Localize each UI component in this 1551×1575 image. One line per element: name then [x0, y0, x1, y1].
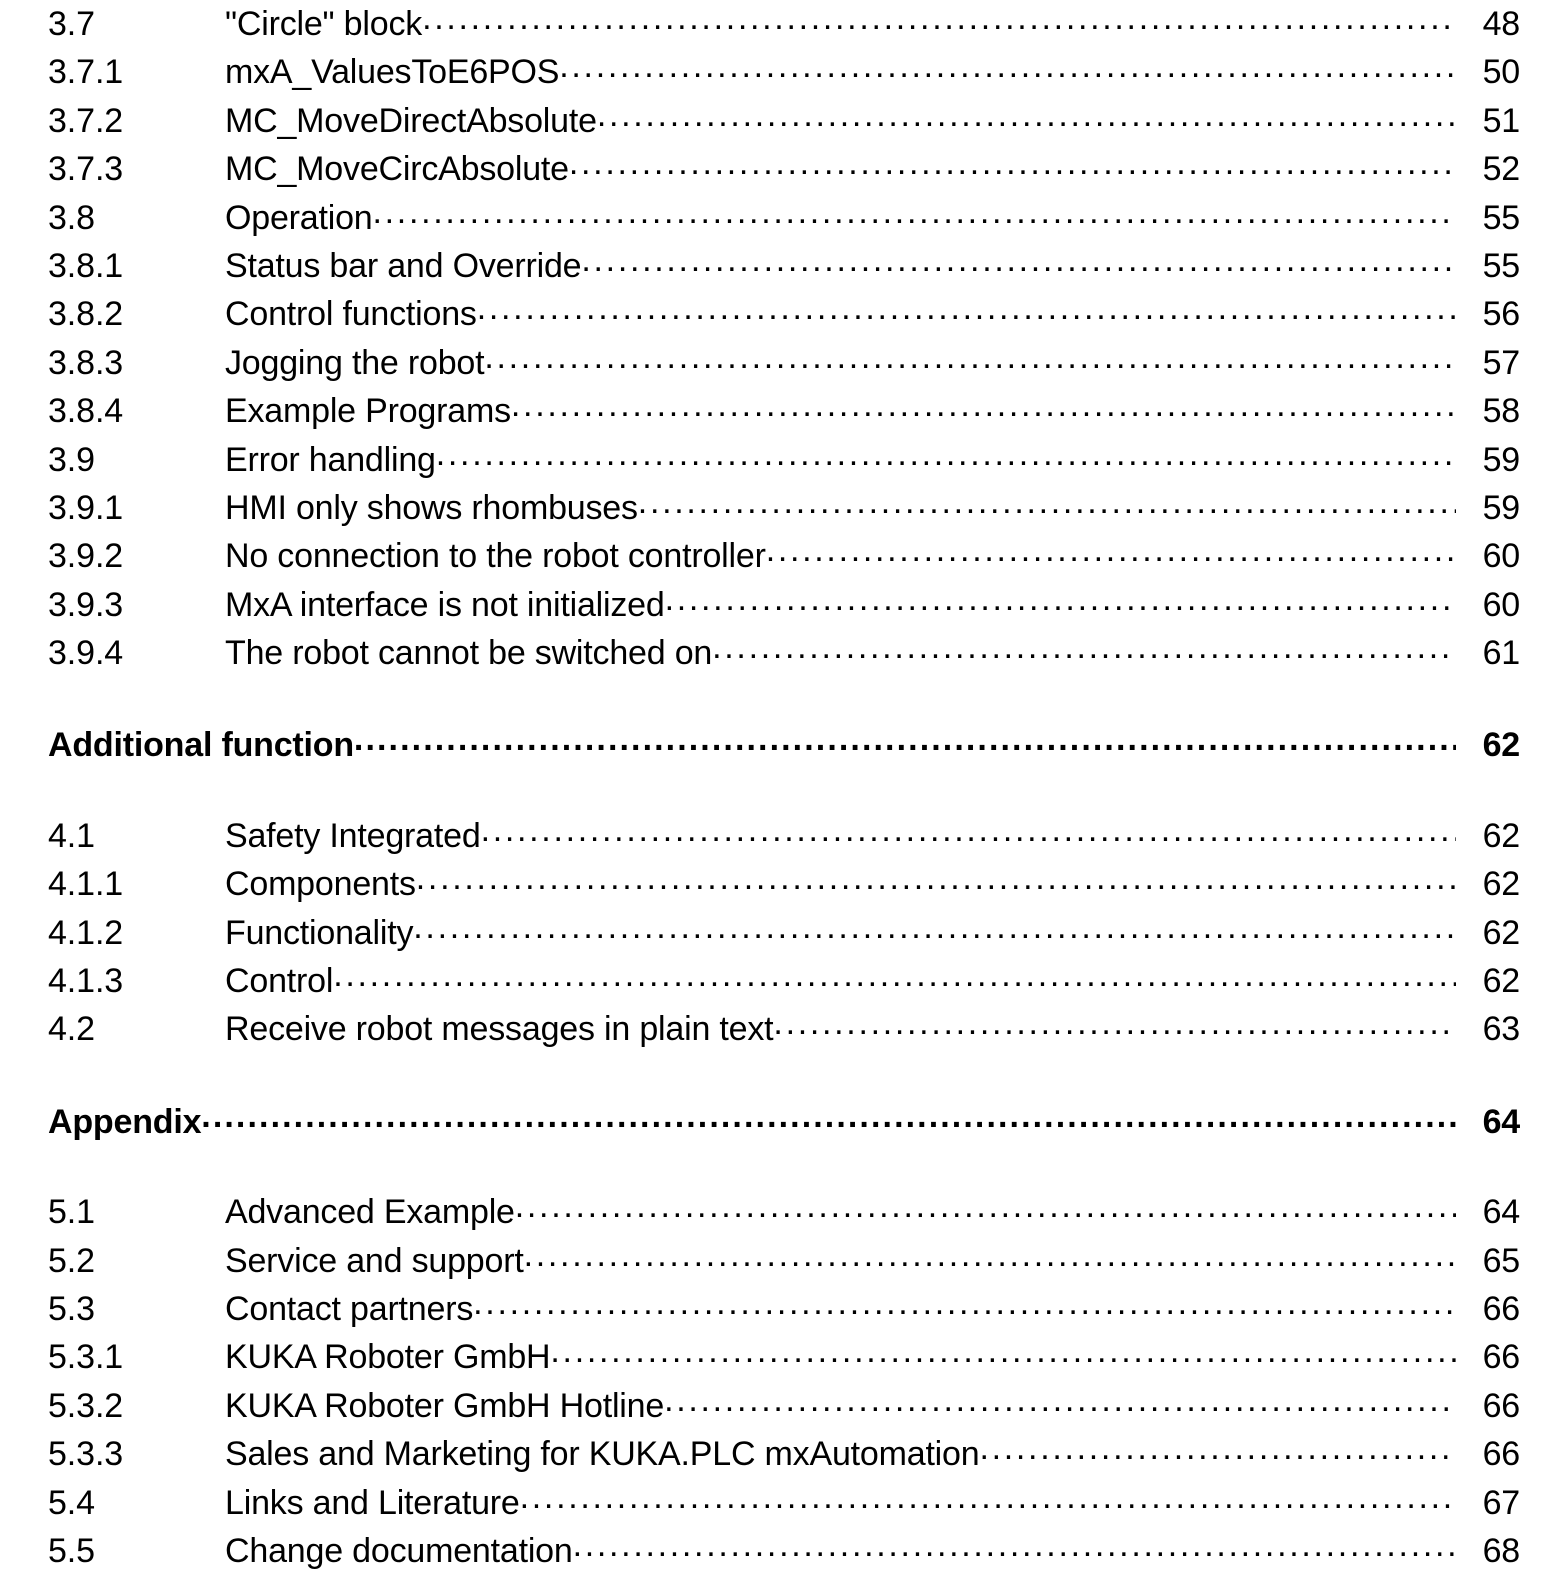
- toc-entry-title: Safety Integrated: [225, 816, 481, 855]
- toc-dot-leader: [712, 630, 1456, 664]
- toc-entry[interactable]: [48, 194, 1520, 242]
- toc-dot-leader: [436, 437, 1456, 471]
- toc-entry-page-number: 64: [1482, 1193, 1520, 1232]
- toc-entry-page-number: 55: [1482, 246, 1520, 285]
- toc-entry-title: Additional function: [48, 726, 354, 765]
- toc-dot-leader: [573, 1528, 1456, 1562]
- toc-entry-title: MxA interface is not initialized: [225, 585, 665, 624]
- toc-entry-title: MC_MoveCircAbsolute: [225, 150, 569, 189]
- toc-entry[interactable]: [48, 1237, 1520, 1285]
- toc-entry[interactable]: [48, 1005, 1520, 1053]
- toc-entry-title: Appendix: [48, 1102, 202, 1141]
- toc-entry-page-number: 62: [1482, 865, 1520, 904]
- toc-entry-page-number: 59: [1482, 488, 1520, 527]
- toc-entry-number: 5.4: [48, 1483, 95, 1522]
- toc-entry-number: 5.2: [48, 1241, 95, 1280]
- toc-entry[interactable]: [48, 290, 1520, 338]
- toc-chapter-heading[interactable]: [48, 1098, 1520, 1146]
- toc-entry-title: Functionality: [225, 913, 414, 952]
- toc-entry-title: Jogging the robot: [225, 343, 485, 382]
- toc-entry[interactable]: [48, 629, 1520, 677]
- toc-spacer: [0, 770, 1551, 812]
- toc-entry-page-number: 67: [1482, 1483, 1520, 1522]
- toc-chapter-heading[interactable]: [48, 721, 1520, 769]
- toc-entry-title: Links and Literature: [225, 1483, 520, 1522]
- toc-entry-page-number: 52: [1482, 150, 1520, 189]
- toc-dot-leader: [511, 388, 1456, 422]
- toc-entry-title: "Circle" block: [225, 5, 423, 43]
- toc-entry-page-number: 68: [1482, 1531, 1520, 1570]
- toc-spacer: [0, 1146, 1551, 1188]
- toc-entry-page-number: 64: [1482, 1102, 1520, 1141]
- toc-entry-number: 5.1: [48, 1193, 95, 1232]
- toc-entry-number: 5.3.2: [48, 1386, 124, 1425]
- toc-entry-title: Operation: [225, 198, 373, 237]
- toc-entry-number: 3.8.3: [48, 343, 124, 382]
- toc-entry-title: Contact partners: [225, 1289, 474, 1328]
- toc-spacer: [0, 1054, 1551, 1098]
- toc-dot-leader: [416, 861, 1456, 895]
- toc-dot-leader: [422, 1, 1456, 35]
- toc-dot-leader: [473, 1286, 1456, 1320]
- toc-dot-leader: [766, 533, 1456, 567]
- toc-entry-page-number: 59: [1482, 440, 1520, 479]
- toc-entry-page-number: 57: [1482, 343, 1520, 382]
- toc-entry-number: 3.8.4: [48, 392, 124, 431]
- toc-entry-title: Control: [225, 962, 334, 1001]
- toc-entry-title: Control functions: [225, 295, 477, 334]
- toc-dot-leader: [979, 1431, 1456, 1465]
- toc-entry[interactable]: [48, 387, 1520, 435]
- toc-dot-leader: [515, 1189, 1456, 1223]
- toc-entry[interactable]: [48, 1527, 1520, 1575]
- toc-dot-leader: [665, 582, 1456, 616]
- toc-entry[interactable]: [48, 48, 1520, 96]
- toc-entry[interactable]: [48, 1382, 1520, 1430]
- toc-entry[interactable]: [48, 436, 1520, 484]
- toc-spacer: [0, 677, 1551, 721]
- toc-dot-leader: [524, 1238, 1456, 1272]
- toc-entry-title: Components: [225, 865, 416, 904]
- toc-entry-title: KUKA Roboter GmbH: [225, 1338, 551, 1377]
- toc-entry-page-number: 50: [1482, 53, 1520, 92]
- toc-entry-title: Example Programs: [225, 392, 511, 431]
- toc-entry-number: 3.9.2: [48, 537, 124, 576]
- toc-entry[interactable]: [48, 484, 1520, 532]
- toc-entry-number: 3.7.1: [48, 53, 124, 92]
- toc-entry-page-number: 55: [1482, 198, 1520, 237]
- toc-dot-leader: [484, 340, 1456, 374]
- toc-dot-leader: [773, 1006, 1456, 1040]
- toc-entry-number: 4.1: [48, 816, 95, 855]
- toc-entry-number: 3.7.3: [48, 150, 124, 189]
- toc-entry-number: 5.3: [48, 1289, 95, 1328]
- toc-entry-page-number: 56: [1482, 295, 1520, 334]
- toc-entry-number: 5.3.3: [48, 1435, 124, 1474]
- toc-entry[interactable]: [48, 339, 1520, 387]
- toc-entry-title: Service and support: [225, 1241, 524, 1280]
- toc-entry[interactable]: [48, 0, 1520, 48]
- toc-entry-number: 5.3.1: [48, 1338, 124, 1377]
- toc-entry-number: 3.8.2: [48, 295, 124, 334]
- toc-entry-number: 3.9.1: [48, 488, 124, 527]
- toc-entry-number: 4.1.2: [48, 913, 124, 952]
- toc-entry-title: mxA_ValuesToE6POS: [225, 53, 560, 92]
- toc-entry-page-number: 61: [1482, 634, 1520, 673]
- toc-entry-title: Error handling: [225, 440, 436, 479]
- toc-entry-page-number: 62: [1482, 816, 1520, 855]
- toc-entry[interactable]: [48, 1188, 1520, 1236]
- toc-entry-number: 5.5: [48, 1531, 95, 1570]
- toc-entry-title: Receive robot messages in plain text: [225, 1010, 774, 1049]
- toc-entry-title: HMI only shows rhombuses: [225, 488, 638, 527]
- toc-entry-number: 3.9.3: [48, 585, 124, 624]
- toc-dot-leader: [481, 813, 1456, 847]
- toc-dot-leader: [664, 1383, 1456, 1417]
- toc-entry-number: 3.8.1: [48, 246, 124, 285]
- toc-dot-leader: [581, 243, 1456, 277]
- toc-entry-title: Advanced Example: [225, 1193, 515, 1232]
- toc-dot-leader: [597, 98, 1456, 132]
- toc-entry-title: MC_MoveDirectAbsolute: [225, 101, 597, 140]
- toc-dot-leader: [550, 1334, 1456, 1368]
- toc-entry-page-number: 65: [1482, 1241, 1520, 1280]
- toc-entry-number: 3.7.2: [48, 101, 124, 140]
- toc-entry-page-number: 62: [1482, 726, 1520, 765]
- toc-entry-number: 3.7: [48, 5, 95, 43]
- toc-dot-leader: [373, 195, 1456, 229]
- toc-entry-number: 4.2: [48, 1010, 95, 1049]
- toc-entry-page-number: 51: [1482, 101, 1520, 140]
- toc-entry-number: 3.8: [48, 198, 95, 237]
- toc-entry-page-number: 60: [1482, 585, 1520, 624]
- toc-entry-page-number: 62: [1482, 962, 1520, 1001]
- toc-entry-page-number: 66: [1482, 1386, 1520, 1425]
- toc-entry-number: 4.1.3: [48, 962, 124, 1001]
- toc-entry-page-number: 60: [1482, 537, 1520, 576]
- toc-entry[interactable]: [48, 1479, 1520, 1527]
- toc-entry-page-number: 66: [1482, 1338, 1520, 1377]
- toc-entry[interactable]: [48, 242, 1520, 290]
- toc-dot-leader: [201, 1099, 1456, 1133]
- toc-entry[interactable]: [48, 909, 1520, 957]
- toc-entry-title: Status bar and Override: [225, 246, 582, 285]
- toc-entry-title: No connection to the robot controller: [225, 537, 766, 576]
- toc-entry-page-number: 58: [1482, 392, 1520, 431]
- toc-entry[interactable]: [48, 145, 1520, 193]
- toc-entry[interactable]: [48, 1430, 1520, 1478]
- toc-entry-page-number: 66: [1482, 1289, 1520, 1328]
- toc-entry[interactable]: [48, 581, 1520, 629]
- toc-dot-leader: [638, 485, 1456, 519]
- toc-entry[interactable]: [48, 1285, 1520, 1333]
- toc-dot-leader: [477, 291, 1456, 325]
- toc-entry-title: The robot cannot be switched on: [225, 634, 713, 673]
- toc-entry[interactable]: [48, 532, 1520, 580]
- toc-entry-page-number: 63: [1482, 1010, 1520, 1049]
- toc-dot-leader: [413, 910, 1456, 944]
- toc-dot-leader: [333, 958, 1456, 992]
- toc-entry-number: 3.9: [48, 440, 95, 479]
- toc-entry[interactable]: [48, 957, 1520, 1005]
- toc-dot-leader: [520, 1480, 1456, 1514]
- toc-entry-title: Sales and Marketing for KUKA.PLC mxAutomation: [225, 1435, 980, 1474]
- toc-entry[interactable]: [48, 1333, 1520, 1381]
- toc-entry-page-number: 62: [1482, 913, 1520, 952]
- toc-dot-leader: [569, 146, 1456, 180]
- toc-dot-leader: [559, 49, 1456, 83]
- toc-entry-page-number: 66: [1482, 1435, 1520, 1474]
- toc-entry-title: Change documentation: [225, 1531, 573, 1570]
- toc-entry-number: 4.1.1: [48, 865, 124, 904]
- toc-entry-title: KUKA Roboter GmbH Hotline: [225, 1386, 665, 1425]
- toc-entry-number: 3.9.4: [48, 634, 124, 673]
- toc-entry[interactable]: [48, 812, 1520, 860]
- toc-entry[interactable]: [48, 860, 1520, 908]
- toc-entry[interactable]: [48, 97, 1520, 145]
- toc-dot-leader: [354, 722, 1456, 756]
- toc-entry-page-number: 48: [1482, 5, 1520, 43]
